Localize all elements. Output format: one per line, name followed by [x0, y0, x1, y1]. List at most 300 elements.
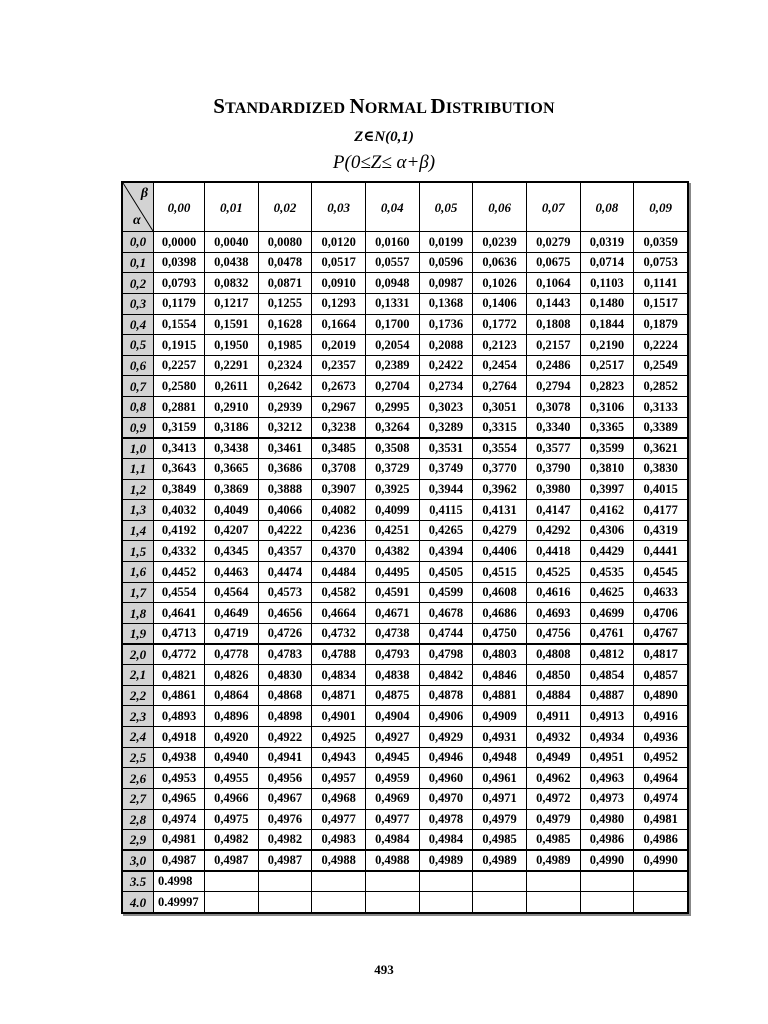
- table-cell: 0,4370: [312, 541, 366, 562]
- column-header: 0,01: [205, 183, 259, 232]
- table-cell: 0,4884: [526, 685, 580, 706]
- row-header-alpha: 1,7: [123, 582, 154, 603]
- table-cell: 0,4678: [419, 603, 473, 624]
- table-row: [123, 273, 688, 294]
- table-cell: 0,3340: [526, 417, 580, 438]
- table-cell: 0,4846: [473, 665, 527, 686]
- table-cell: 0,2123: [473, 335, 527, 356]
- table-cell: 0,4573: [258, 582, 312, 603]
- column-header: 0,04: [365, 183, 419, 232]
- table-cell: 0,3621: [634, 438, 688, 459]
- table-cell: 0,4732: [312, 623, 366, 644]
- table-cell: 0,0675: [526, 252, 580, 273]
- table-cell: 0,4898: [258, 706, 312, 727]
- table-cell: 0,3770: [473, 458, 527, 479]
- table-cell: 0,0279: [526, 232, 580, 253]
- column-header: 0,05: [419, 183, 473, 232]
- table-cell: 0,1772: [473, 314, 527, 335]
- table-cell: 0,1141: [634, 273, 688, 294]
- table-cell: 0,4406: [473, 541, 527, 562]
- table-cell: 0,2324: [258, 355, 312, 376]
- table-cell: 0,2764: [473, 376, 527, 397]
- table-cell: 0,4015: [634, 479, 688, 500]
- table-cell: 0,4946: [419, 747, 473, 768]
- table-cell: 0,4049: [205, 500, 259, 521]
- table-cell: 0,4945: [365, 747, 419, 768]
- table-cell: 0,3729: [365, 458, 419, 479]
- table-cell: 0,4761: [580, 623, 634, 644]
- table-cell: 0,4803: [473, 644, 527, 665]
- table-cell: 0,3849: [154, 479, 205, 500]
- table-cell: 0,2517: [580, 355, 634, 376]
- table-cell: 0,3413: [154, 438, 205, 459]
- table-cell: 0,4941: [258, 747, 312, 768]
- table-row: [123, 335, 688, 356]
- table-row: [123, 747, 688, 768]
- table-cell: [419, 871, 473, 892]
- table-cell: 0,4878: [419, 685, 473, 706]
- table-cell: 0,4418: [526, 541, 580, 562]
- table-cell: 0,2291: [205, 355, 259, 376]
- table-cell: 0,2088: [419, 335, 473, 356]
- table-cell: 0,1103: [580, 273, 634, 294]
- table-cell: 0,1255: [258, 293, 312, 314]
- table-cell: 0,4956: [258, 768, 312, 789]
- table-cell: 0,4788: [312, 644, 366, 665]
- column-header: 0,03: [312, 183, 366, 232]
- table-cell: 0,0160: [365, 232, 419, 253]
- table-row: [123, 520, 688, 541]
- table-cell: 0,4949: [526, 747, 580, 768]
- table-cell: 0,4986: [580, 830, 634, 851]
- table-cell: 0,1554: [154, 314, 205, 335]
- table-header-row: [123, 183, 688, 232]
- table-cell: [473, 892, 527, 913]
- table-cell: 0,3461: [258, 438, 312, 459]
- table-cell: 0,4952: [634, 747, 688, 768]
- table-cell: 0,0557: [365, 252, 419, 273]
- table-cell: 0,1664: [312, 314, 366, 335]
- table-cell: 0,2642: [258, 376, 312, 397]
- table-cell: 0,1293: [312, 293, 366, 314]
- table-cell: 0,4699: [580, 603, 634, 624]
- table-row: [123, 562, 688, 583]
- table-cell: 0,4959: [365, 768, 419, 789]
- table-cell: 0,4977: [365, 809, 419, 830]
- table-cell: 0,4988: [312, 850, 366, 871]
- table-cell: 0,4713: [154, 623, 205, 644]
- table-cell: [365, 871, 419, 892]
- table-cell: 0,0239: [473, 232, 527, 253]
- table-cell: 0,3554: [473, 438, 527, 459]
- table-cell: 0,3365: [580, 417, 634, 438]
- table-row: [123, 314, 688, 335]
- table-cell: 0,4967: [258, 788, 312, 809]
- table-cell: 0,4931: [473, 727, 527, 748]
- table-cell: 0,4649: [205, 603, 259, 624]
- row-header-alpha: 3,0: [123, 850, 154, 871]
- table-cell: 0,4641: [154, 603, 205, 624]
- table-cell: 0,4582: [312, 582, 366, 603]
- table-cell: 0,1064: [526, 273, 580, 294]
- table-row: [123, 458, 688, 479]
- row-header-alpha: 3.5: [123, 871, 154, 892]
- column-header: 0,00: [154, 183, 205, 232]
- table-cell: 0,2549: [634, 355, 688, 376]
- table-cell: 0,4968: [312, 788, 366, 809]
- table-cell: 0,4985: [526, 830, 580, 851]
- table-cell: 0,4969: [365, 788, 419, 809]
- table-cell: 0,4966: [205, 788, 259, 809]
- table-cell: 0,1591: [205, 314, 259, 335]
- column-header: 0,06: [473, 183, 527, 232]
- table-cell: 0,2823: [580, 376, 634, 397]
- row-header-alpha: 2,1: [123, 665, 154, 686]
- row-header-alpha: 0,8: [123, 397, 154, 418]
- table-cell: [580, 871, 634, 892]
- table-cell: 0,4783: [258, 644, 312, 665]
- table-cell: [419, 892, 473, 913]
- table-cell: 0,4990: [634, 850, 688, 871]
- table-cell: 0,4265: [419, 520, 473, 541]
- table-cell: 0,4861: [154, 685, 205, 706]
- table-row: [123, 438, 688, 459]
- table-cell: 0,4793: [365, 644, 419, 665]
- table-cell: 0,4767: [634, 623, 688, 644]
- table-cell: [205, 892, 259, 913]
- table-cell: 0,3289: [419, 417, 473, 438]
- row-header-alpha: 2,5: [123, 747, 154, 768]
- table-cell: 0,3264: [365, 417, 419, 438]
- table-cell: 0,4505: [419, 562, 473, 583]
- table-cell: 0,4922: [258, 727, 312, 748]
- column-header: 0,02: [258, 183, 312, 232]
- row-header-alpha: 1,1: [123, 458, 154, 479]
- table-cell: [205, 871, 259, 892]
- table-cell: [365, 892, 419, 913]
- table-cell: 0,4887: [580, 685, 634, 706]
- table-cell: 0,1844: [580, 314, 634, 335]
- table-cell: 0,4279: [473, 520, 527, 541]
- table-cell: 0,4988: [365, 850, 419, 871]
- table-cell: 0,3599: [580, 438, 634, 459]
- table-cell: 0,4962: [526, 768, 580, 789]
- table-cell: 0,4222: [258, 520, 312, 541]
- table-cell: 0,4916: [634, 706, 688, 727]
- table-cell: 0,4726: [258, 623, 312, 644]
- table-cell: 0,4719: [205, 623, 259, 644]
- table-cell: 0,3315: [473, 417, 527, 438]
- table-row: [123, 500, 688, 521]
- table-cell: 0,4772: [154, 644, 205, 665]
- table-cell: 0,2054: [365, 335, 419, 356]
- table-cell: 0,4082: [312, 500, 366, 521]
- table-cell: 0,4940: [205, 747, 259, 768]
- table-cell: 0,1808: [526, 314, 580, 335]
- table-cell: 0,4750: [473, 623, 527, 644]
- table-cell: [580, 892, 634, 913]
- table-cell: 0,0199: [419, 232, 473, 253]
- table-cell: 0,4357: [258, 541, 312, 562]
- table-cell: 0,0000: [154, 232, 205, 253]
- table-cell: 0,3212: [258, 417, 312, 438]
- table-row: [123, 355, 688, 376]
- row-header-alpha: 1,2: [123, 479, 154, 500]
- table-cell: 0,4616: [526, 582, 580, 603]
- table-cell: 0,0596: [419, 252, 473, 273]
- row-header-alpha: 2,3: [123, 706, 154, 727]
- table-cell: 0,4936: [634, 727, 688, 748]
- table-cell: 0,3997: [580, 479, 634, 500]
- row-header-alpha: 0,9: [123, 417, 154, 438]
- table-cell: 0,4955: [205, 768, 259, 789]
- row-header-alpha: 0,7: [123, 376, 154, 397]
- table-cell: 0,2454: [473, 355, 527, 376]
- table-cell: 0,4985: [473, 830, 527, 851]
- table-row: [123, 479, 688, 500]
- table-cell: 0,4932: [526, 727, 580, 748]
- table-cell: 0,4525: [526, 562, 580, 583]
- table-cell: 0,4474: [258, 562, 312, 583]
- table-cell: 0,1217: [205, 293, 259, 314]
- table-cell: 0,3810: [580, 458, 634, 479]
- table-cell: 0,2939: [258, 397, 312, 418]
- table-row: [123, 376, 688, 397]
- table-cell: 0,2257: [154, 355, 205, 376]
- table-cell: 0,2224: [634, 335, 688, 356]
- table-cell: 0,4834: [312, 665, 366, 686]
- row-header-alpha: 2,8: [123, 809, 154, 830]
- table-cell: 0,4875: [365, 685, 419, 706]
- row-header-alpha: 4.0: [123, 892, 154, 913]
- row-header-alpha: 2,4: [123, 727, 154, 748]
- row-header-alpha: 0,1: [123, 252, 154, 273]
- table-row: [123, 623, 688, 644]
- table-cell: 0,4147: [526, 500, 580, 521]
- table-cell: 0,4948: [473, 747, 527, 768]
- table-cell: 0,4131: [473, 500, 527, 521]
- table-cell: 0,3106: [580, 397, 634, 418]
- table-cell: [312, 871, 366, 892]
- table-cell: 0,4207: [205, 520, 259, 541]
- table-cell: 0,4965: [154, 788, 205, 809]
- table-cell: 0,4868: [258, 685, 312, 706]
- table-cell: 0,4987: [258, 850, 312, 871]
- table-cell: 0,4452: [154, 562, 205, 583]
- table-cell: 0,4911: [526, 706, 580, 727]
- table-cell: [634, 871, 688, 892]
- table-row: [123, 252, 688, 273]
- table-cell: [258, 892, 312, 913]
- table-cell: 0,4973: [580, 788, 634, 809]
- table-cell: 0,4830: [258, 665, 312, 686]
- row-header-alpha: 0,3: [123, 293, 154, 314]
- column-header: 0,07: [526, 183, 580, 232]
- corner-cell: [123, 183, 154, 232]
- table-cell: 0,4821: [154, 665, 205, 686]
- table-cell: 0,2422: [419, 355, 473, 376]
- row-header-alpha: 0,0: [123, 232, 154, 253]
- table-cell: 0,4515: [473, 562, 527, 583]
- table-cell: 0,2794: [526, 376, 580, 397]
- table-cell: 0,1517: [634, 293, 688, 314]
- table-cell: 0,0948: [365, 273, 419, 294]
- table-cell: 0,3925: [365, 479, 419, 500]
- table-cell: 0,3830: [634, 458, 688, 479]
- table-cell: 0,1879: [634, 314, 688, 335]
- table-cell: 0,0120: [312, 232, 366, 253]
- row-header-alpha: 2,6: [123, 768, 154, 789]
- table-cell: 0,3643: [154, 458, 205, 479]
- table-cell: 0,4951: [580, 747, 634, 768]
- table-row: [123, 892, 688, 913]
- normal-distribution-table: [122, 182, 688, 913]
- table-cell: 0,0319: [580, 232, 634, 253]
- table-cell: 0,1331: [365, 293, 419, 314]
- table-cell: 0,2357: [312, 355, 366, 376]
- table-cell: 0,4957: [312, 768, 366, 789]
- table-cell: 0,3790: [526, 458, 580, 479]
- table-row: [123, 417, 688, 438]
- table-cell: [258, 871, 312, 892]
- table-cell: 0,4963: [580, 768, 634, 789]
- table-cell: 0,3686: [258, 458, 312, 479]
- table-cell: 0,3907: [312, 479, 366, 500]
- table-cell: 0,3438: [205, 438, 259, 459]
- table-cell: 0,4974: [154, 809, 205, 830]
- table-cell: 0,3508: [365, 438, 419, 459]
- table-cell: 0,4319: [634, 520, 688, 541]
- normal-distribution-table-frame: [121, 181, 689, 914]
- table-cell: 0,4929: [419, 727, 473, 748]
- table-cell: 0,4896: [205, 706, 259, 727]
- table-cell: 0,3944: [419, 479, 473, 500]
- table-cell: 0,4808: [526, 644, 580, 665]
- row-header-alpha: 0,6: [123, 355, 154, 376]
- table-cell: 0,4943: [312, 747, 366, 768]
- table-cell: 0,2734: [419, 376, 473, 397]
- table-cell: 0,4115: [419, 500, 473, 521]
- table-cell: 0,4979: [473, 809, 527, 830]
- table-cell: 0,2019: [312, 335, 366, 356]
- table-row: [123, 397, 688, 418]
- table-cell: 0,4545: [634, 562, 688, 583]
- row-header-alpha: 1,8: [123, 603, 154, 624]
- table-cell: 0,4429: [580, 541, 634, 562]
- table-cell: 0,4633: [634, 582, 688, 603]
- probability-formula: P(0≤Z≤ α+β): [332, 152, 436, 173]
- table-cell: 0,4881: [473, 685, 527, 706]
- table-cell: 0,4838: [365, 665, 419, 686]
- table-cell: 0,4979: [526, 809, 580, 830]
- table-cell: 0,4984: [419, 830, 473, 851]
- table-cell: 0,4901: [312, 706, 366, 727]
- row-header-alpha: 2,7: [123, 788, 154, 809]
- table-row: [123, 788, 688, 809]
- table-cell: 0,4162: [580, 500, 634, 521]
- table-cell: 0,4817: [634, 644, 688, 665]
- row-header-alpha: 1,4: [123, 520, 154, 541]
- table-cell: 0,4591: [365, 582, 419, 603]
- table-cell: 0,4989: [419, 850, 473, 871]
- row-header-alpha: 1,0: [123, 438, 154, 459]
- table-row: [123, 603, 688, 624]
- table-cell: 0,4608: [473, 582, 527, 603]
- table-cell: 0,4982: [258, 830, 312, 851]
- table-cell: 0,1915: [154, 335, 205, 356]
- table-cell: 0,4972: [526, 788, 580, 809]
- column-header: 0,09: [634, 183, 688, 232]
- table-cell: 0,4706: [634, 603, 688, 624]
- table-cell: 0,4982: [205, 830, 259, 851]
- table-cell: 0,4686: [473, 603, 527, 624]
- row-header-alpha: 1,6: [123, 562, 154, 583]
- table-cell: 0,4890: [634, 685, 688, 706]
- table-cell: 0,1406: [473, 293, 527, 314]
- table-cell: 0,1480: [580, 293, 634, 314]
- distribution-subtitle: Z∈N(0,1): [354, 129, 414, 145]
- table-row: [123, 768, 688, 789]
- table-cell: 0,4854: [580, 665, 634, 686]
- table-cell: 0,3962: [473, 479, 527, 500]
- table-cell: 0,4236: [312, 520, 366, 541]
- row-header-alpha: 0,2: [123, 273, 154, 294]
- table-row: [123, 809, 688, 830]
- table-cell: 0,4345: [205, 541, 259, 562]
- table-cell: 0,3238: [312, 417, 366, 438]
- table-body: [123, 232, 688, 913]
- table-cell: 0,2881: [154, 397, 205, 418]
- row-header-alpha: 2,2: [123, 685, 154, 706]
- table-cell: 0,4756: [526, 623, 580, 644]
- table-row: [123, 582, 688, 603]
- table-row: [123, 871, 688, 892]
- table-cell: 0,4983: [312, 830, 366, 851]
- table-cell: 0,3869: [205, 479, 259, 500]
- table-cell: 0,2486: [526, 355, 580, 376]
- table-cell: 0,3133: [634, 397, 688, 418]
- table-cell: 0,2852: [634, 376, 688, 397]
- table-cell: 0,4938: [154, 747, 205, 768]
- table-cell: 0,4382: [365, 541, 419, 562]
- table-cell: [312, 892, 366, 913]
- table-cell: 0,1368: [419, 293, 473, 314]
- table-cell: 0,4306: [580, 520, 634, 541]
- table-cell: 0,0987: [419, 273, 473, 294]
- table-cell: 0,0438: [205, 252, 259, 273]
- table-cell: 0,4987: [154, 850, 205, 871]
- table-cell: 0,1985: [258, 335, 312, 356]
- table-cell: 0,4664: [312, 603, 366, 624]
- table-cell: 0,2704: [365, 376, 419, 397]
- table-row: [123, 706, 688, 727]
- table-cell: 0,0517: [312, 252, 366, 273]
- table-cell: [526, 892, 580, 913]
- table-cell: 0,2611: [205, 376, 259, 397]
- table-cell: 0,4842: [419, 665, 473, 686]
- table-cell: 0,4904: [365, 706, 419, 727]
- table-cell: [473, 871, 527, 892]
- table-cell: 0,4394: [419, 541, 473, 562]
- table-cell: 0,4484: [312, 562, 366, 583]
- table-cell: 0,4495: [365, 562, 419, 583]
- table-cell: 0,3708: [312, 458, 366, 479]
- table-cell: 0,3186: [205, 417, 259, 438]
- table-cell: 0,1700: [365, 314, 419, 335]
- table-cell: 0,3577: [526, 438, 580, 459]
- table-cell: [526, 871, 580, 892]
- table-cell: 0,1443: [526, 293, 580, 314]
